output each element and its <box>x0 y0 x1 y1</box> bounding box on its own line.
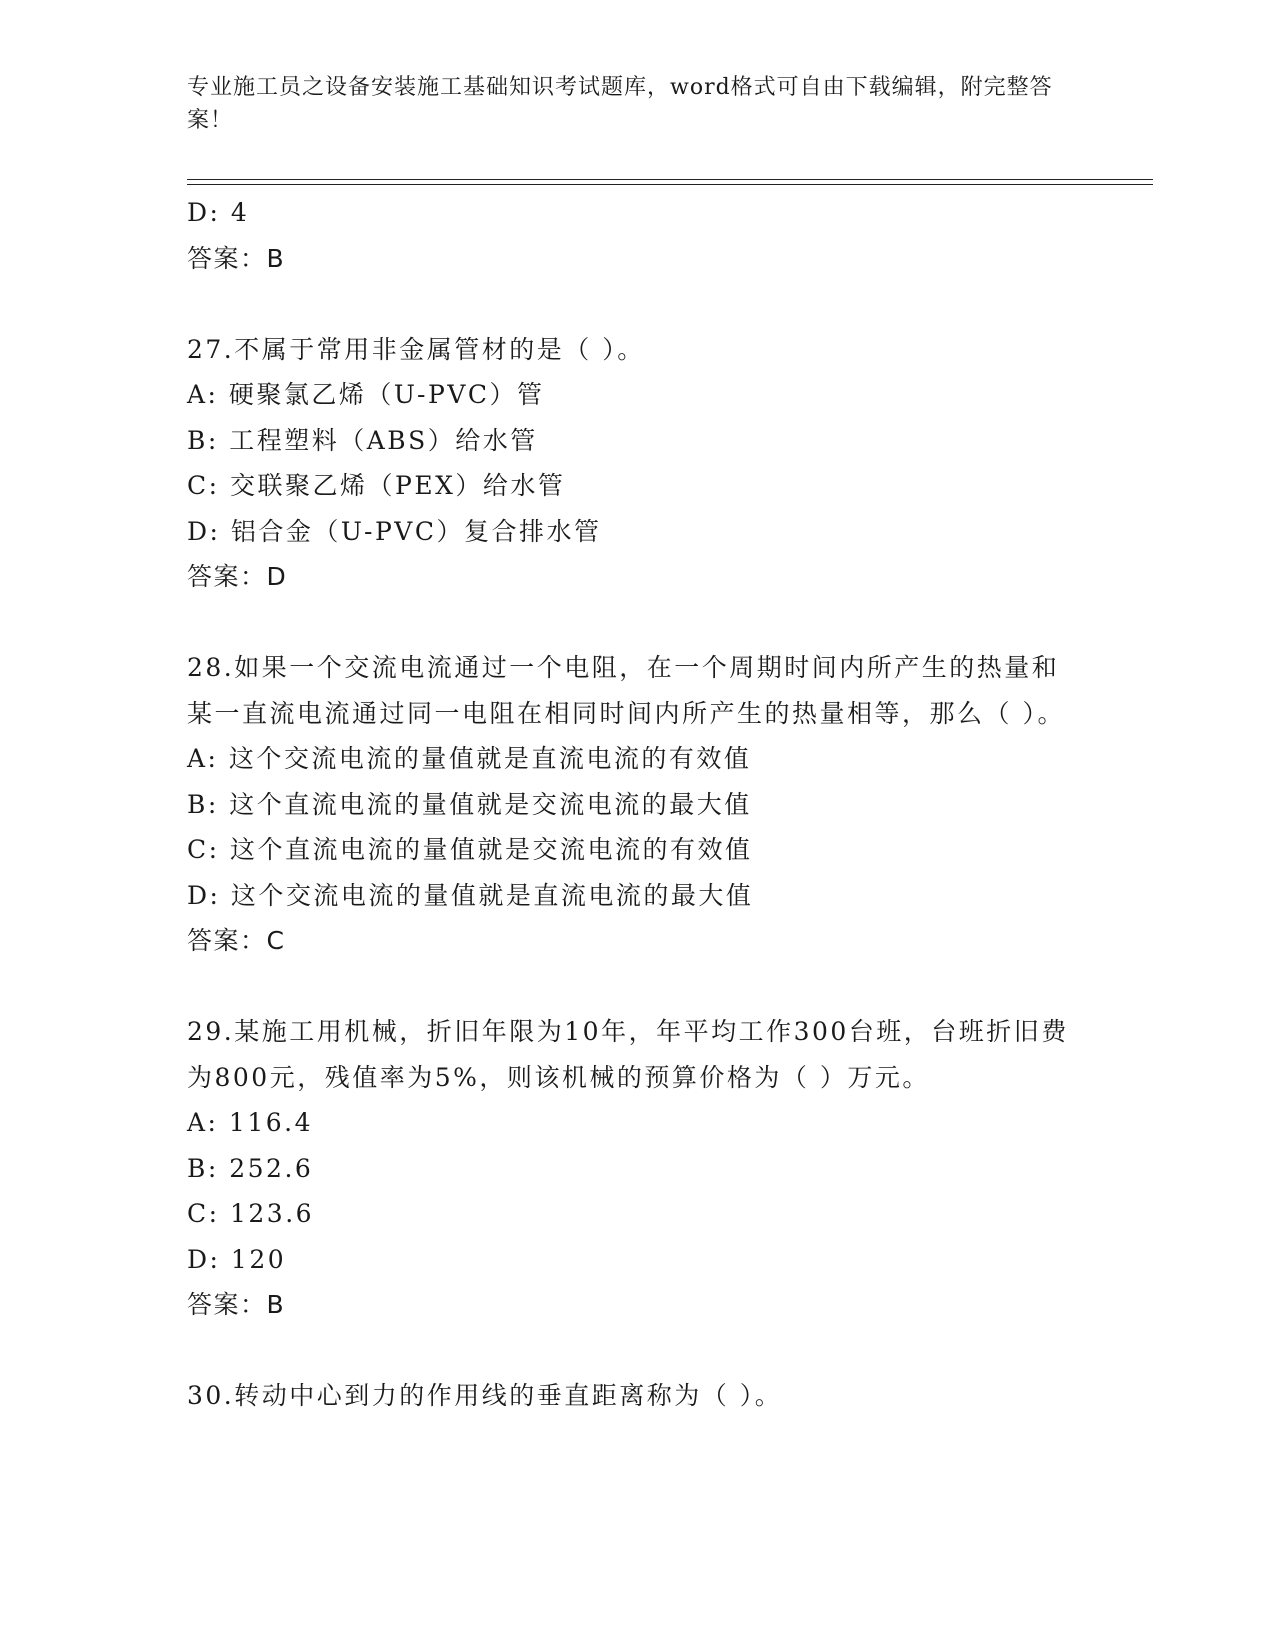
option-d: D: 铝合金（U-PVC）复合排水管 <box>187 516 602 546</box>
question-27 <box>187 327 1087 600</box>
answer: 答案：B <box>187 1290 286 1319</box>
spacer <box>187 600 1087 646</box>
answer: 答案：D <box>187 562 288 591</box>
document-header: 专业施工员之设备安装施工基础知识考试题库，word格式可自由下载编辑，附完整答案！ <box>187 75 1053 133</box>
answer: 答案：C <box>187 926 286 955</box>
option-c: C: 这个直流电流的量值就是交流电流的有效值 <box>187 835 753 864</box>
option-b: B: 这个直流电流的量值就是交流电流的最大值 <box>187 789 752 819</box>
question-29 <box>187 1009 1087 1328</box>
question-28 <box>187 645 1087 964</box>
question-text: 27.不属于常用非金属管材的是（ ）。 <box>187 334 645 364</box>
option-a: A: 硬聚氯乙烯（U-PVC）管 <box>187 380 545 409</box>
option-c: C: 交联聚乙烯（PEX）给水管 <box>187 471 566 500</box>
spacer <box>187 1328 1087 1374</box>
option-b: B: 252.6 <box>187 1153 314 1183</box>
document-body <box>187 190 1087 1419</box>
spacer <box>187 964 1087 1010</box>
option-a: A: 116.4 <box>187 1108 313 1137</box>
option-d: D: 4 <box>187 198 250 227</box>
question-text: 30.转动中心到力的作用线的垂直距离称为（ ）。 <box>187 1381 783 1410</box>
option-b: B: 工程塑料（ABS）给水管 <box>187 425 538 455</box>
spacer <box>187 281 1087 327</box>
option-c: C: 123.6 <box>187 1199 315 1228</box>
option-a: A: 这个交流电流的量值就是直流电流的有效值 <box>187 744 752 773</box>
option-d: D: 120 <box>187 1244 287 1274</box>
question-text: 28.如果一个交流电流通过一个电阻，在一个周期时间内所产生的热量和某一直流电流通过同一电阻在相同时间内所产生的热量相等，那么（ ）。 <box>187 653 1065 728</box>
header-rule-bottom <box>187 184 1153 185</box>
question-30 <box>187 1373 1087 1419</box>
answer: 答案：B <box>187 243 286 273</box>
option-d: D: 这个交流电流的量值就是直流电流的最大值 <box>187 880 754 910</box>
header-rule-top <box>187 179 1153 180</box>
question-text: 29.某施工用机械，折旧年限为10年，年平均工作300台班，台班折旧费为800元，残值率为5%，则该机械的预算价格为（ ）万元。 <box>187 1017 1069 1092</box>
